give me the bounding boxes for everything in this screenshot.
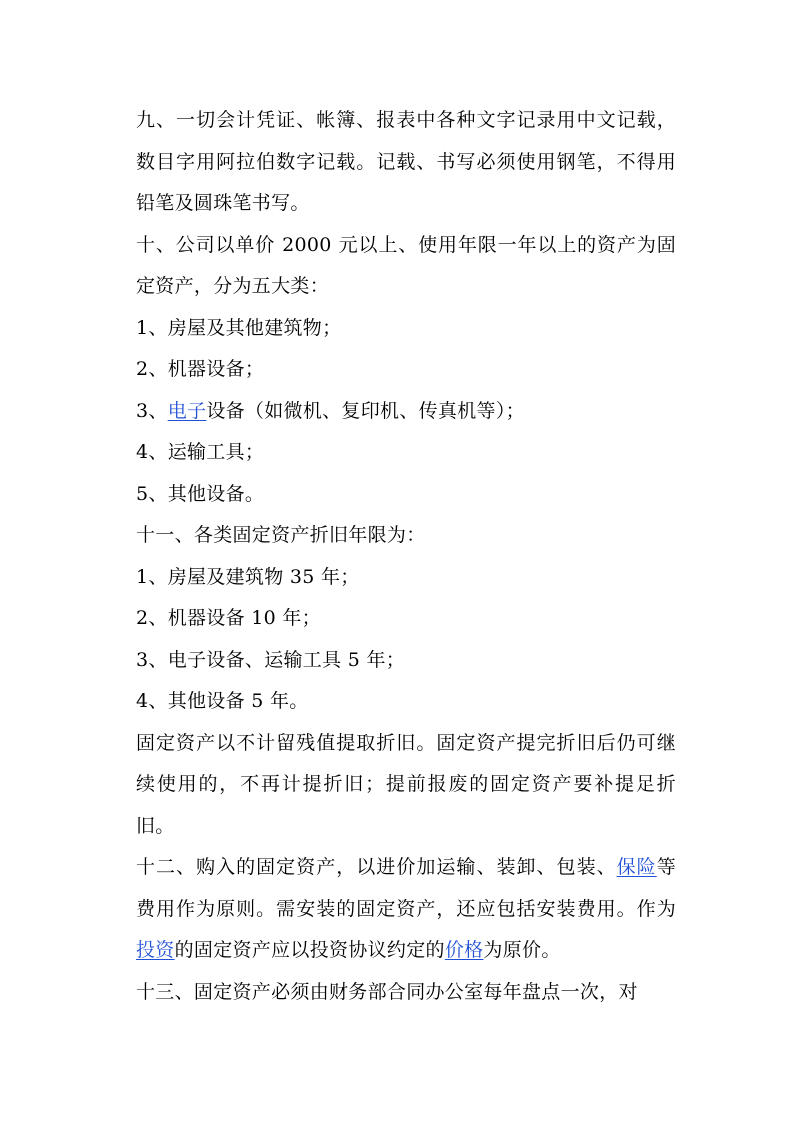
hyperlink[interactable]: 电子 — [167, 399, 207, 422]
paragraph-text: 1、房屋及其他建筑物； — [136, 316, 342, 339]
paragraph — [136, 972, 676, 1014]
paragraph — [136, 349, 676, 391]
paragraph-text: 4、运输工具； — [136, 441, 265, 463]
paragraph-text: 3、电子设备、运输工具 5 年； — [136, 648, 406, 671]
paragraph — [136, 847, 676, 972]
paragraph-text: 固定资产以不计留残值提取折旧。固定资产提完折旧后仍可继续使用的，不再计提折旧；提前报废的固定资产要补提足折旧。 — [136, 731, 676, 837]
paragraph — [136, 225, 676, 308]
paragraph-text: 2、机器设备 10 年； — [136, 607, 321, 629]
paragraph-text: 十、公司以单价 2000 元以上、使用年限一年以上的资产为固定资产，分为五大类： — [136, 233, 676, 297]
paragraph-text: 为原价。 — [483, 939, 561, 961]
paragraph-text: 5、其他设备。 — [136, 482, 265, 505]
hyperlink[interactable]: 保险 — [616, 856, 657, 878]
paragraph-text: 九、一切会计凭证、帐簿、报表中各种文字记录用中文记载，数目字用阿拉伯数字记载。记载、书写必须使用钢笔，不得用铅笔及圆珠笔书写。 — [136, 109, 676, 214]
paragraph — [136, 640, 676, 682]
paragraph-text: 十二、购入的固定资产，以进价加运输、装卸、包装、 — [136, 856, 617, 878]
paragraph — [136, 515, 676, 557]
paragraph — [136, 474, 676, 516]
paragraph — [136, 432, 676, 474]
paragraph-text: 1、房屋及建筑物 35 年； — [136, 565, 360, 588]
paragraph-text: 设备（如微机、复印机、传真机等）； — [206, 399, 525, 422]
paragraph-text: 2、机器设备； — [136, 358, 265, 380]
paragraph-text: 等费用作为原则。需安装的固定资产，还应包括安装费用。作为 — [136, 856, 676, 920]
paragraph-text: 4、其他设备 5 年。 — [136, 690, 309, 712]
paragraph — [136, 391, 676, 433]
paragraph-text: 十三、固定资产必须由财务部合同办公室每年盘点一次，对 — [136, 980, 638, 1003]
paragraph — [136, 557, 676, 599]
paragraph — [136, 598, 676, 640]
hyperlink[interactable]: 价格 — [444, 939, 484, 961]
paragraph — [136, 308, 676, 350]
paragraph-text: 的固定资产应以投资协议约定的 — [174, 939, 445, 961]
hyperlink[interactable]: 投资 — [136, 939, 175, 961]
paragraph-text: 3、 — [136, 399, 168, 422]
paragraph — [136, 100, 676, 225]
paragraph — [136, 723, 676, 848]
paragraph-text: 十一、各类固定资产折旧年限为： — [136, 524, 426, 546]
paragraph — [136, 681, 676, 723]
document-page — [136, 100, 676, 1013]
